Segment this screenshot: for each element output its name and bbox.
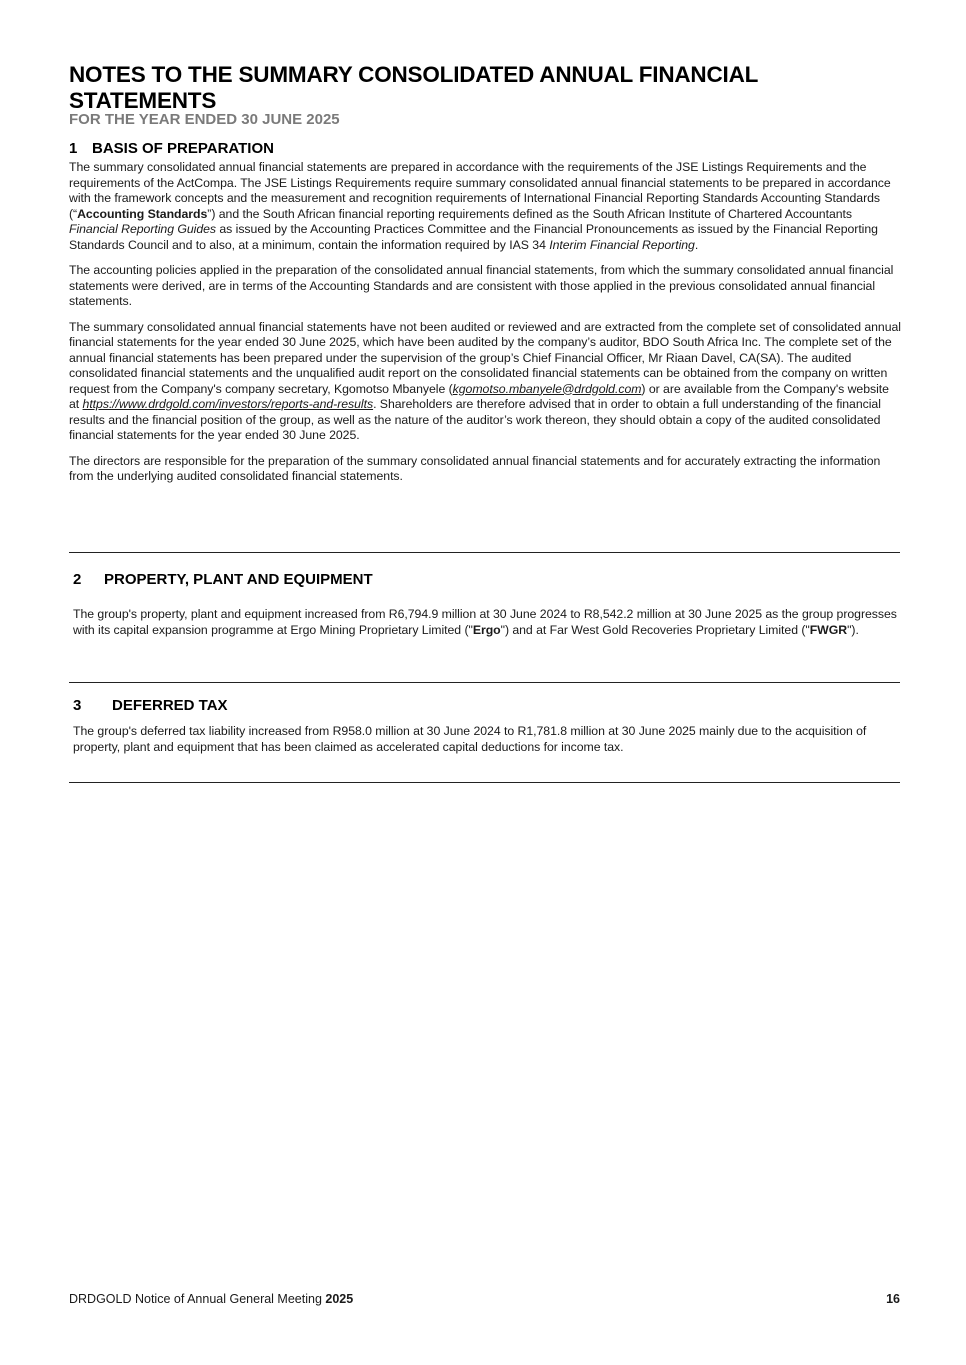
section-2-heading <box>73 571 373 588</box>
paragraph <box>73 607 899 638</box>
divider <box>69 552 900 553</box>
text-italic: Interim Financial Reporting <box>549 237 695 252</box>
footer-year: 2025 <box>325 1292 354 1306</box>
text: as issued by the Accounting Practices Committee and the Financial Pronouncements as issued by the Financial Reporting Standards Council and to also, at a minimum, contain the information required by IAS 34 <box>69 222 878 252</box>
footer <box>69 1292 900 1306</box>
paragraph: The accounting policies applied in the preparation of the consolidated annual financial statements, from which the summary consolidated annual financial statements were derived, are in terms of the Accounting Standards and are consistent with those applied in the previous consolidated annual financial statements. <box>69 263 894 308</box>
section-3-heading <box>73 697 228 714</box>
paragraph <box>69 320 901 444</box>
section-number: 2 <box>73 571 82 588</box>
divider <box>69 782 900 783</box>
text: ) or are available from the Company's website at <box>69 381 889 411</box>
paragraph: The group's deferred tax liability increased from R958.0 million at 30 June 2024 to R1,781.8 million at 30 June 2025 mainly due to the acquisition of property, plant and equipment that has been claimed as accelerated capital deductions for income tax. <box>73 724 867 754</box>
section-2-body <box>73 607 899 638</box>
text-bold: Ergo <box>472 622 501 637</box>
paragraph: The directors are responsible for the preparation of the summary consolidated annual financial statements and for accurately extracting the information from the underlying audited consolidated financial statements. <box>69 453 881 483</box>
text: "). <box>847 622 859 637</box>
website-link[interactable]: https://www.drdgold.com/investors/reports-and-results <box>82 397 374 411</box>
text: ”) and the South African financial reporting requirements defined as the South African Institute of Chartered Accountants <box>207 206 852 221</box>
text-italic: Financial Reporting Guides <box>69 222 217 236</box>
text: The summary consolidated annual financial statements have not been audited or reviewed and are extracted from the complete set of consolidated annual financial statements for the year ended 30 June 2025, which have been audited by the company’s auditor, BDO South Africa Inc. The complete set of the annual financial statements has been prepared under the supervision of the group’s Chief Financial Officer, Mr Riaan Davel, CA(SA). The audited consolidated financial statements and the unqualified audit report on the consolidated financial statements can be obtained from the company on written request from the Company's company secretary, Kgomotso Mbanyele ( <box>69 319 901 396</box>
text: . Shareholders are therefore advised that in order to obtain a full understanding of the financial results and the financial position of the group, as well as the nature of the auditor’s work thereon, they should obtain a copy of the audited consolidated financial statements for the year ended 30 June 2025. <box>69 397 881 442</box>
page-number: 16 <box>886 1292 900 1306</box>
section-number: 1 <box>69 140 78 157</box>
footer-text: DRDGOLD Notice of Annual General Meeting <box>69 1292 326 1306</box>
section-number: 3 <box>73 697 82 714</box>
page-title: NOTES TO THE SUMMARY CONSOLIDATED ANNUAL FINANCIAL STATEMENTS <box>69 62 758 113</box>
section-1-body <box>69 160 901 495</box>
text: The summary consolidated annual financial statements are prepared in accordance with the requirements of the JSE Listings Requirements and the requirements of the ActCompa. The JSE Listings Requirements require summary consolidated annual financial statements to be prepared in accordance with the framework concepts and the measurement and recognition requirements of International Financial Reporting Standards Accounting Standards (“ <box>69 160 891 221</box>
text-bold: FWGR <box>809 622 848 637</box>
email-link[interactable]: kgomotso.mbanyele@drdgold.com <box>452 381 642 396</box>
section-title: DEFERRED TAX <box>112 697 228 714</box>
footer-title <box>69 1292 353 1306</box>
section-title: BASIS OF PREPARATION <box>92 140 274 157</box>
page-subtitle: FOR THE YEAR ENDED 30 JUNE 2025 <box>69 111 340 128</box>
text-bold: Accounting Standards <box>77 206 208 221</box>
section-3-body <box>73 724 899 755</box>
text: . <box>694 237 699 252</box>
text: The group's property, plant and equipment increased from R6,794.9 million at 30 June 2024 to R8,542.2 million at 30 June 2025 as the group progresses with its capital expansion programme at Ergo Mining Proprietary Limited (" <box>73 607 897 637</box>
divider <box>69 682 900 683</box>
text: ") and at Far West Gold Recoveries Proprietary Limited (" <box>500 622 810 637</box>
section-1-heading <box>69 140 274 157</box>
paragraph <box>69 160 901 253</box>
section-title: PROPERTY, PLANT AND EQUIPMENT <box>104 571 373 588</box>
